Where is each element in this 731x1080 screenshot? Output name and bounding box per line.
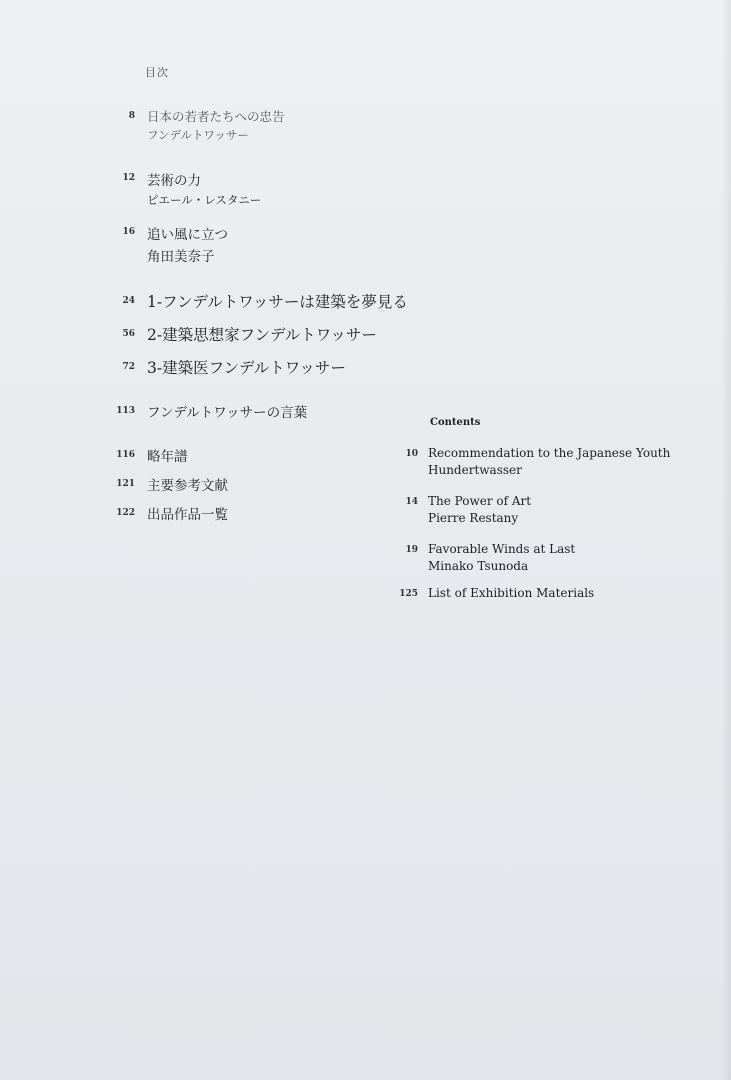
en-entry-title: The Power of Art: [428, 494, 532, 508]
toc-heading: 目次: [145, 66, 169, 79]
entry-author: 角田美奈子: [147, 249, 215, 265]
entry-title: フンデルトワッサーの言葉: [147, 405, 308, 421]
contents-heading: Contents: [430, 417, 481, 428]
entry-title: 略年譜: [147, 449, 188, 465]
en-entry-page-number: 10: [405, 449, 418, 459]
entry-title: 出品作品一覧: [147, 507, 228, 523]
chapter-page-number: 24: [122, 296, 135, 306]
entry-title: 日本の若者たちへの忠告: [147, 109, 285, 124]
entry-author: ピエール・レスタニー: [147, 193, 262, 207]
entry-page-number: 16: [122, 227, 135, 237]
en-entry-page-number: 14: [405, 497, 418, 507]
entry-title: 芸術の力: [147, 173, 201, 189]
chapter-title: 1-フンデルトワッサーは建築を夢見る: [147, 293, 408, 311]
entry-title: 追い風に立つ: [147, 227, 228, 243]
en-entry-page-number: 19: [405, 545, 418, 555]
chapter-title: 2-建築思想家フンデルトワッサー: [147, 326, 377, 344]
en-entry-author: Minako Tsunoda: [428, 559, 529, 573]
entry-page-number: 8: [128, 111, 135, 121]
entry-page-number: 121: [116, 479, 135, 489]
en-entry-title: Recommendation to the Japanese Youth: [428, 446, 671, 460]
en-entry-title: List of Exhibition Materials: [428, 586, 595, 600]
chapter-page-number: 56: [122, 329, 135, 339]
chapter-page-number: 72: [122, 362, 135, 372]
entry-page-number: 12: [122, 173, 135, 183]
entry-page-number: 122: [116, 508, 135, 518]
entry-page-number: 116: [116, 450, 135, 460]
en-entry-author: Pierre Restany: [428, 511, 519, 525]
en-entry-title: Favorable Winds at Last: [428, 542, 576, 556]
chapter-title: 3-建築医フンデルトワッサー: [147, 359, 346, 377]
en-entry-author: Hundertwasser: [428, 463, 522, 477]
entry-page-number: 113: [116, 406, 135, 416]
en-entry-page-number: 125: [399, 589, 418, 599]
entry-title: 主要参考文献: [147, 478, 228, 494]
entry-author: フンデルトワッサー: [147, 128, 249, 142]
